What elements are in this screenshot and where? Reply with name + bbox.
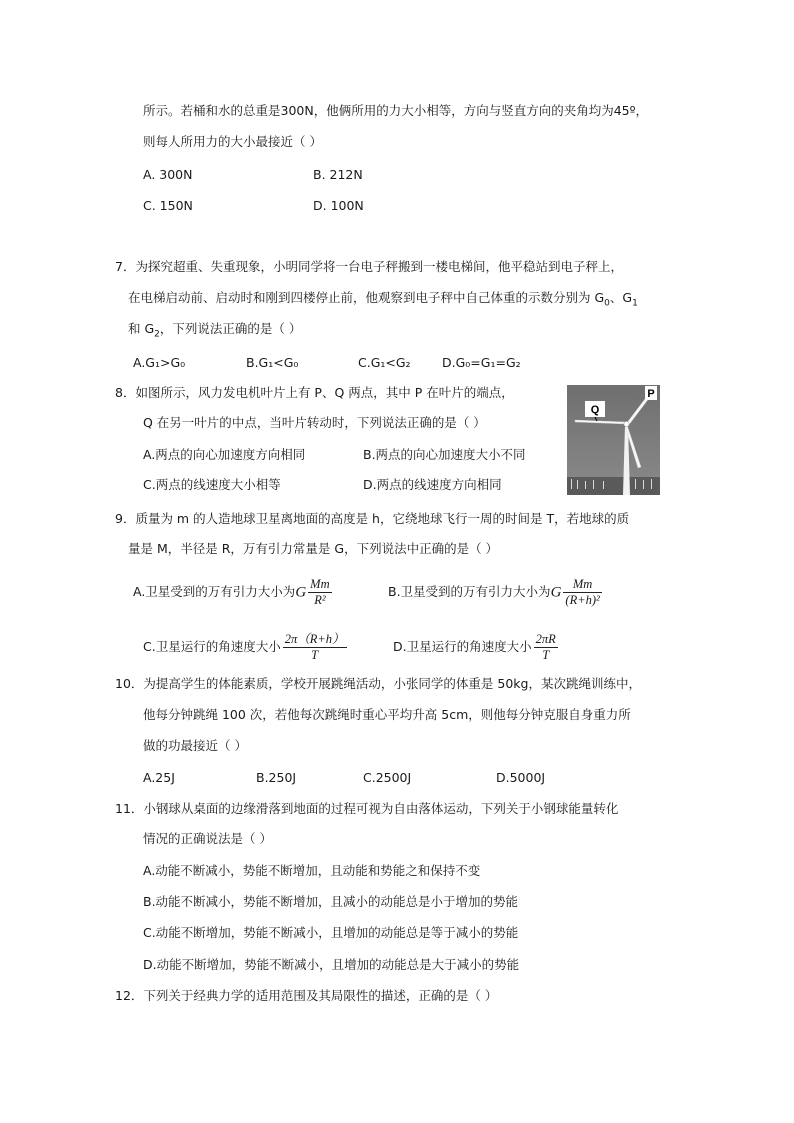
q7-option-b: B.G₁<G₀ <box>246 355 299 370</box>
q9-option-c: C.卫星运行的角速度大小 $\frac{2\pi(R+h)}{T}$ <box>143 632 345 662</box>
label-q: Q <box>590 404 600 416</box>
q9-option-b: B.卫星受到的万有引力大小为G $\frac{Mm}{\text{(R+h)²}}$ <box>388 577 600 607</box>
q11-option-d: D.动能不断增加，势能不断减小，且增加的动能总是大于减小的势能 <box>143 957 520 972</box>
q11-stem-line2: 情况的正确说法是（ ） <box>143 831 272 846</box>
q11-option-a: A.动能不断减小，势能不断增加，且动能和势能之和保持不变 <box>143 863 481 878</box>
q10-stem-line3: 做的功最接近（ ） <box>143 738 247 753</box>
q12-stem-line1: 12．下列关于经典力学的适用范围及其局限性的描述，正确的是（ ） <box>115 988 498 1003</box>
wind-turbine-figure <box>567 385 660 495</box>
q6-option-d: D. 100N <box>313 198 364 213</box>
q10-option-d: D.5000J <box>496 770 546 785</box>
q7-option-d: D.G₀=G₁=G₂ <box>442 355 521 370</box>
label-p: P <box>647 388 655 400</box>
q6-option-b: B. 212N <box>313 167 363 182</box>
q10-stem-line1: 10．为提高学生的体能素质，学校开展跳绳活动，小张同学的体重是 50kg，某次跳绳训练中， <box>115 676 641 691</box>
ground <box>567 477 660 495</box>
q11-stem-line1: 11．小钢球从桌面的边缘滑落到地面的过程可视为自由落体运动，下列关于小钢球能量转化 <box>115 801 619 816</box>
q8-option-a: A.两点的向心加速度方向相同 <box>143 447 306 462</box>
q8-option-b: B.两点的向心加速度大小不同 <box>363 447 526 462</box>
q7-option-a: A.G₁>G₀ <box>133 355 186 370</box>
q8-stem-line2: Q 在另一叶片的中点，当叶片转动时，下列说法正确的是（ ） <box>143 415 486 430</box>
q11-option-c: C.动能不断增加，势能不断减小，且增加的动能总是等于减小的势能 <box>143 925 519 940</box>
q10-option-a: A.25J <box>143 770 175 785</box>
turbine-hub <box>624 421 629 426</box>
q10-option-c: C.2500J <box>363 770 412 785</box>
q6-option-a: A. 300N <box>143 167 193 182</box>
q6-stem-line2: 则每人所用力的大小最接近（ ） <box>143 134 322 149</box>
q7-stem-line3: 和 $G_2$，下列说法正确的是（ ） <box>128 321 302 340</box>
q6-stem-line1: 所示。若桶和水的总重是300N，他俩所用的力大小相等，方向与竖直方向的夹角均为45º， <box>143 103 649 118</box>
q9-option-a: A.卫星受到的万有引力大小为G $\frac{Mm}{\text{R²}}$ <box>133 577 330 607</box>
q8-option-c: C.两点的线速度大小相等 <box>143 477 281 492</box>
q11-option-b: B.动能不断减小，势能不断增加，且减小的动能总是小于增加的势能 <box>143 894 519 909</box>
q7-stem-line2: 在电梯启动前、启动时和刚到四楼停止前，他观察到电子秤中自己体重的示数分别为 $G_0$、$G_1$ <box>128 290 638 309</box>
q8-option-d: D.两点的线速度方向相同 <box>363 477 502 492</box>
q10-option-b: B.250J <box>256 770 297 785</box>
q9-option-d: D.卫星运行的角速度大小 $\frac{2\pi R}{T}$ <box>393 632 556 662</box>
q10-stem-line2: 他每分钟跳绳 100 次，若他每次跳绳时重心平均升高 5cm，则他每分钟克服自身重力所 <box>143 707 631 722</box>
q7-stem-line1: 7．为探究超重、失重现象，小明同学将一台电子秤搬到一楼电梯间，他平稳站到电子秤上， <box>115 259 623 274</box>
q8-stem-line1: 8．如图所示，风力发电机叶片上有 P、Q 两点，其中 P 在叶片的端点， <box>115 385 514 400</box>
q9-stem-line1: 9．质量为 m 的人造地球卫星离地面的高度是 h，它绕地球飞行一周的时间是 T，若地球的质 <box>115 511 630 526</box>
q6-option-c: C. 150N <box>143 198 193 213</box>
q7-option-c: C.G₁<G₂ <box>358 355 411 370</box>
q9-stem-line2: 量是 M，半径是 R，万有引力常量是 G，下列说法中正确的是（ ） <box>128 541 499 556</box>
